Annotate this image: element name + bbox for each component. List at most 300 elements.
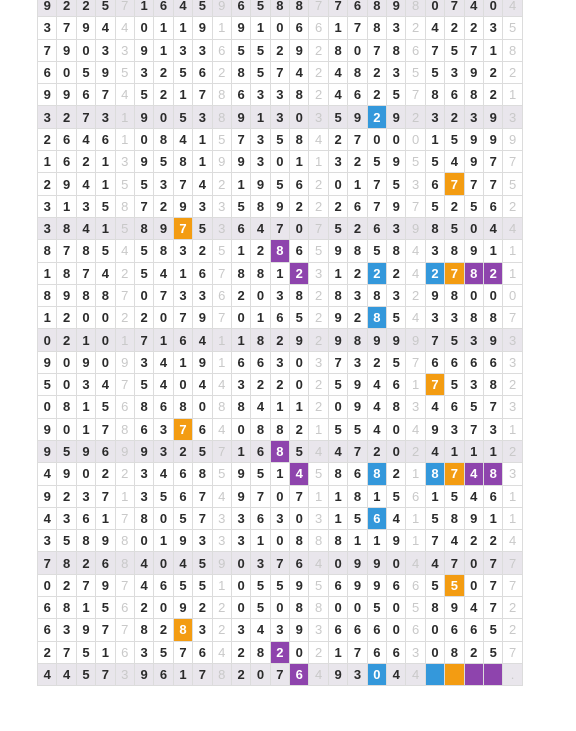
grid-cell: 2 [251,240,270,262]
grid-cell: 2 [76,151,95,173]
grid-cell: 3 [270,284,289,306]
grid-cell: 0 [464,552,483,574]
grid-cell: 1 [406,463,425,485]
grid-cell: 0 [425,619,444,641]
grid-cell: 2 [57,307,76,329]
grid-cell: 2 [309,396,328,418]
grid-cell: 6 [76,507,95,529]
grid-cell: 7 [115,574,134,596]
grid-cell: 9 [57,84,76,106]
grid-cell: 8 [115,195,134,217]
grid-cell: 9 [348,106,367,128]
grid-cell: 5 [154,151,173,173]
grid-cell: 7 [115,284,134,306]
grid-cell: 9 [328,663,347,685]
grid-cell: 2 [231,641,250,663]
grid-cell: 5 [367,151,386,173]
grid-cell: 9 [406,217,425,239]
grid-cell: 2 [503,440,522,462]
grid-cell: 2 [57,329,76,351]
grid-cell: 3 [309,106,328,128]
highlighted-cell-orange: 5 [445,574,464,596]
grid-cell: 9 [483,329,502,351]
grid-cell: 8 [231,61,250,83]
grid-cell: 1 [445,440,464,462]
grid-cell: 9 [290,39,309,61]
grid-cell: 4 [38,507,57,529]
grid-cell: 4 [425,552,444,574]
grid-cell: 0 [328,597,347,619]
grid-cell: 5 [270,173,289,195]
grid-cell: 7 [483,396,502,418]
highlighted-cell-purple: 8 [483,463,502,485]
grid-cell: 4 [367,418,386,440]
grid-cell: 0 [483,0,502,17]
grid-cell: 4 [425,17,444,39]
grid-row [38,329,523,351]
grid-cell: 0 [387,418,406,440]
grid-cell: 7 [76,574,95,596]
grid-cell: 5 [445,329,464,351]
grid-cell: 7 [212,307,231,329]
grid-cell: 2 [309,195,328,217]
grid-cell: 3 [464,106,483,128]
grid-cell: 7 [348,641,367,663]
grid-cell: 4 [406,240,425,262]
grid-cell: 8 [290,597,309,619]
grid-cell: 8 [406,0,425,17]
grid-cell: 9 [387,106,406,128]
grid-row [38,39,523,61]
grid-cell: 2 [212,619,231,641]
grid-cell: 2 [57,485,76,507]
grid-cell: 0 [154,507,173,529]
grid-cell: 9 [483,106,502,128]
grid-cell: 5 [96,240,115,262]
grid-cell: 1 [251,17,270,39]
grid-cell: 9 [290,574,309,596]
grid-cell: 1 [173,84,192,106]
grid-cell: 2 [406,440,425,462]
grid-cell: 5 [445,485,464,507]
grid-row [38,507,523,529]
grid-cell: 8 [115,530,134,552]
grid-cell: 6 [231,84,250,106]
grid-cell: 6 [464,619,483,641]
grid-cell: 1 [483,507,502,529]
grid-cell: 9 [270,195,289,217]
grid-cell: 5 [367,240,386,262]
grid-cell: 4 [96,374,115,396]
grid-cell: 2 [173,440,192,462]
highlighted-cell-purple: 8 [270,440,289,462]
grid-cell: 8 [251,195,270,217]
grid-cell: 0 [57,418,76,440]
grid-cell: 2 [503,374,522,396]
grid-cell: 1 [76,597,95,619]
grid-cell: 2 [251,374,270,396]
grid-cell: 0 [464,217,483,239]
grid-cell: 9 [464,151,483,173]
grid-cell: 1 [96,507,115,529]
grid-cell: 2 [348,262,367,284]
grid-cell: 8 [38,240,57,262]
grid-cell: 0 [231,574,250,596]
grid-cell: 4 [406,552,425,574]
grid-cell: 9 [76,351,95,373]
grid-cell: 1 [367,530,386,552]
grid-cell: 3 [76,485,95,507]
grid-cell: 0 [270,151,289,173]
grid-cell: 4 [173,552,192,574]
grid-cell: 5 [251,463,270,485]
grid-cell: 4 [96,262,115,284]
grid-cell: 6 [406,619,425,641]
grid-cell: 5 [270,128,289,150]
grid-cell: 3 [76,195,95,217]
grid-cell: 7 [309,0,328,17]
grid-cell: 9 [348,552,367,574]
highlighted-cell-purple: 2 [270,641,289,663]
grid-cell: 8 [367,17,386,39]
grid-cell: 2 [38,128,57,150]
grid-cell: 3 [503,351,522,373]
grid-cell: 2 [464,17,483,39]
grid-cell: 7 [38,39,57,61]
grid-cell: 4 [290,61,309,83]
grid-cell: 8 [328,39,347,61]
grid-cell: 1 [406,530,425,552]
grid-cell: 3 [173,39,192,61]
grid-cell: 0 [464,574,483,596]
grid-row [38,663,523,685]
grid-cell: 1 [212,351,231,373]
grid-row [38,396,523,418]
grid-cell: 9 [387,530,406,552]
grid-cell: 8 [57,217,76,239]
grid-cell: 7 [96,84,115,106]
grid-row [38,128,523,150]
grid-row [38,106,523,128]
grid-cell: 5 [425,61,444,83]
grid-cell: 3 [96,39,115,61]
grid-cell: 3 [96,106,115,128]
grid-cell: 8 [57,262,76,284]
grid-cell: 6 [387,641,406,663]
grid-cell: . [503,663,522,685]
grid-cell: 0 [154,106,173,128]
grid-cell: 7 [76,106,95,128]
grid-row [38,485,523,507]
highlighted-cell-purple: 8 [270,240,289,262]
grid-cell: 7 [445,0,464,17]
grid-cell: 9 [367,552,386,574]
grid-cell: 1 [76,418,95,440]
grid-cell: 3 [212,217,231,239]
grid-cell: 2 [348,307,367,329]
grid-cell: 8 [483,374,502,396]
grid-cell: 5 [134,262,153,284]
highlighted-cell-blue: 8 [367,307,386,329]
grid-cell: 4 [445,530,464,552]
grid-cell: 6 [464,351,483,373]
grid-cell: 5 [212,240,231,262]
grid-cell: 8 [134,217,153,239]
grid-cell: 3 [425,307,444,329]
grid-cell: 2 [309,284,328,306]
grid-cell: 9 [38,0,57,17]
grid-cell: 8 [134,396,153,418]
grid-cell: 1 [173,351,192,373]
grid-cell: 4 [115,84,134,106]
grid-cell: 0 [154,307,173,329]
grid-cell: 5 [464,195,483,217]
grid-cell: 6 [483,351,502,373]
grid-cell: 5 [231,39,250,61]
grid-cell: 1 [76,329,95,351]
grid-cell: 9 [115,440,134,462]
grid-cell: 0 [290,507,309,529]
grid-cell: 2 [348,151,367,173]
grid-cell: 5 [76,61,95,83]
grid-cell: 0 [425,641,444,663]
grid-cell: 5 [193,217,212,239]
highlighted-cell-blue: 8 [425,463,444,485]
highlighted-cell-purple: 2 [483,262,502,284]
grid-cell: 4 [464,485,483,507]
grid-cell: 4 [154,262,173,284]
grid-cell: 2 [154,84,173,106]
grid-cell: 9 [38,84,57,106]
grid-cell: 9 [464,128,483,150]
grid-cell: 1 [154,39,173,61]
highlighted-cell-purple: 6 [290,663,309,685]
grid-cell: 1 [483,39,502,61]
grid-cell: 8 [76,284,95,306]
grid-cell: 8 [134,619,153,641]
grid-cell: 4 [38,463,57,485]
grid-cell: 5 [212,128,231,150]
grid-cell: 2 [483,61,502,83]
grid-cell: 9 [231,106,250,128]
grid-row [38,284,523,306]
grid-cell: 7 [231,128,250,150]
grid-cell: 9 [115,351,134,373]
grid-cell: 1 [251,106,270,128]
grid-cell: 7 [57,240,76,262]
grid-cell: 4 [464,597,483,619]
grid-cell: 4 [212,418,231,440]
highlighted-cell-purple: 4 [464,463,483,485]
grid-cell: 7 [57,641,76,663]
highlighted-cell-blue: 2 [367,106,386,128]
grid-cell: 5 [96,396,115,418]
grid-cell: 2 [503,597,522,619]
grid-cell: 3 [193,39,212,61]
grid-cell: 5 [38,374,57,396]
grid-cell: 7 [290,485,309,507]
grid-cell: 2 [212,61,231,83]
grid-cell: 5 [96,195,115,217]
grid-cell: 8 [445,284,464,306]
grid-cell: 0 [231,307,250,329]
grid-cell: 4 [406,307,425,329]
grid-cell: 6 [134,418,153,440]
grid-cell: 0 [96,307,115,329]
grid-cell: 2 [290,418,309,440]
grid-cell: 9 [445,597,464,619]
grid-cell: 2 [309,374,328,396]
grid-cell: 4 [212,485,231,507]
grid-cell: 3 [464,329,483,351]
grid-cell: 0 [38,574,57,596]
grid-cell: 3 [38,217,57,239]
grid-cell: 9 [134,151,153,173]
grid-cell: 6 [154,574,173,596]
grid-cell: 6 [483,485,502,507]
grid-cell: 3 [503,396,522,418]
grid-cell: 3 [38,106,57,128]
grid-cell: 4 [503,217,522,239]
grid-cell: 8 [348,61,367,83]
grid-cell: 7 [96,663,115,685]
grid-cell: 3 [231,530,250,552]
grid-cell: 3 [251,552,270,574]
grid-cell: 4 [134,552,153,574]
grid-cell: 1 [96,641,115,663]
grid-cell: 2 [309,329,328,351]
grid-cell: 0 [134,284,153,306]
grid-cell: 6 [445,351,464,373]
grid-cell: 4 [503,0,522,17]
grid-cell: 7 [464,173,483,195]
grid-cell: 0 [134,530,153,552]
grid-cell: 9 [96,574,115,596]
color-block-orange [445,663,464,685]
grid-cell: 7 [173,307,192,329]
grid-cell: 8 [212,396,231,418]
grid-cell: 5 [483,619,502,641]
grid-cell: 5 [173,106,192,128]
grid-cell: 7 [96,418,115,440]
grid-cell: 6 [290,173,309,195]
grid-cell: 3 [134,61,153,83]
grid-cell: 6 [367,619,386,641]
grid-cell: 8 [328,463,347,485]
grid-cell: 6 [445,84,464,106]
grid-cell: 5 [425,195,444,217]
grid-cell: 2 [406,17,425,39]
grid-cell: 4 [193,329,212,351]
grid-cell: 5 [445,374,464,396]
grid-cell: 1 [212,329,231,351]
grid-cell: 2 [57,106,76,128]
grid-cell: 3 [231,374,250,396]
grid-cell: 8 [231,396,250,418]
grid-cell: 1 [212,17,231,39]
grid-cell: 7 [115,374,134,396]
grid-cell: 1 [231,173,250,195]
grid-cell: 3 [76,374,95,396]
grid-cell: 5 [173,61,192,83]
grid-cell: 1 [425,128,444,150]
grid-cell: 0 [76,39,95,61]
grid-cell: 7 [503,641,522,663]
grid-cell: 7 [173,641,192,663]
grid-cell: 0 [270,17,289,39]
grid-cell: 6 [406,574,425,596]
grid-cell: 6 [445,396,464,418]
grid-cell: 9 [406,329,425,351]
grid-row [38,574,523,596]
grid-cell: 9 [173,195,192,217]
grid-cell: 8 [348,485,367,507]
grid-cell: 9 [212,151,231,173]
grid-cell: 9 [328,307,347,329]
grid-cell: 3 [387,17,406,39]
grid-row [38,374,523,396]
grid-cell: 2 [445,195,464,217]
grid-cell: 2 [154,619,173,641]
grid-cell: 2 [212,597,231,619]
grid-cell: 0 [367,128,386,150]
grid-cell: 5 [115,173,134,195]
grid-cell: 8 [328,284,347,306]
grid-cell: 4 [406,262,425,284]
grid-cell: 1 [328,641,347,663]
grid-cell: 2 [503,61,522,83]
grid-cell: 2 [212,173,231,195]
grid-cell: 7 [270,217,289,239]
grid-cell: 5 [134,374,153,396]
grid-cell: 3 [154,440,173,462]
grid-cell: 3 [270,507,289,529]
grid-cell: 1 [309,151,328,173]
grid-cell: 0 [57,351,76,373]
grid-cell: 6 [173,485,192,507]
grid-cell: 2 [503,195,522,217]
grid-cell: 9 [367,574,386,596]
grid-cell: 5 [193,552,212,574]
grid-cell: 5 [96,597,115,619]
grid-cell: 5 [445,128,464,150]
grid-cell: 3 [38,195,57,217]
grid-cell: 6 [348,619,367,641]
highlighted-cell-purple: 2 [290,262,309,284]
grid-cell: 2 [290,195,309,217]
grid-cell: 8 [173,151,192,173]
grid-cell: 5 [387,84,406,106]
grid-cell: 0 [290,641,309,663]
grid-cell: 9 [290,329,309,351]
grid-cell: 6 [173,329,192,351]
grid-cell: 7 [406,195,425,217]
grid-cell: 3 [115,39,134,61]
grid-cell: 3 [309,262,328,284]
grid-cell: 3 [445,307,464,329]
grid-cell: 5 [193,0,212,17]
grid-cell: 4 [212,374,231,396]
grid-cell: 1 [115,128,134,150]
grid-cell: 0 [270,530,289,552]
grid-cell: 1 [231,240,250,262]
grid-cell: 6 [154,396,173,418]
grid-cell: 4 [76,128,95,150]
grid-cell: 1 [96,151,115,173]
grid-cell: 3 [348,663,367,685]
grid-cell: 2 [387,262,406,284]
grid-cell: 9 [348,396,367,418]
